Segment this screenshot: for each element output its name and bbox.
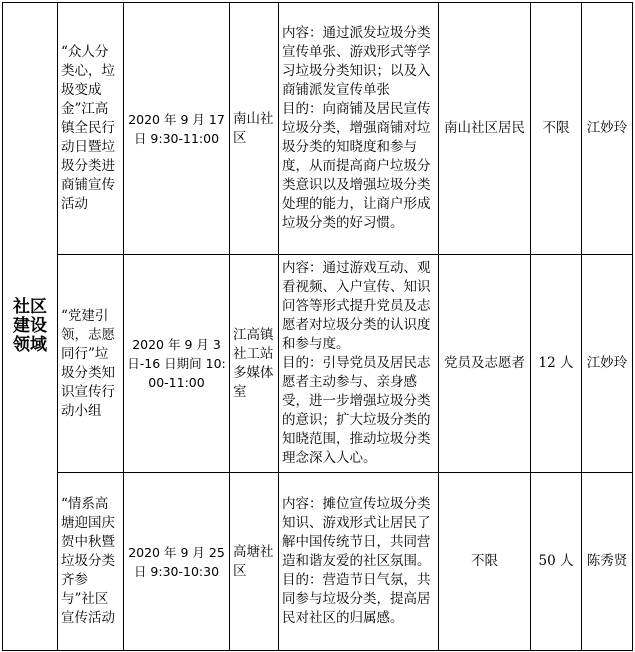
activity-time-cell [124,473,230,651]
activity-owner: 江妙玲 [586,120,628,136]
domain-label: 社区建设领域 [13,297,47,355]
activity-purpose-text: 目的：向商铺及居民宣传垃圾分类，增强商铺对垃圾分类的知晓度和参与度，从而提高商户垃圾分类意识以及增强垃圾分类处理的能力，让商户形成垃圾分类的好习惯。 [282,101,431,231]
table-row [3,3,633,255]
table-row [3,255,633,473]
activity-name: “情系高塘迎国庆贺中秋暨垃圾分类齐参与”社区宣传活动 [61,496,115,626]
activity-time-cell [124,255,230,473]
activity-content-text: 内容：通过游戏互动、观看视频、入户宣传、知识问答等形式提升党员及志愿者对垃圾分类的认识度和参与度。 [282,260,431,352]
activity-place: 高塘社区 [233,543,274,579]
activity-name-cell [58,3,124,255]
activity-target-cell [439,255,531,473]
activity-place-cell [230,473,279,651]
activity-time: 2020 年 9 月 3 日-16 日期间 10:00-11:00 [127,337,226,390]
activity-count-cell [531,255,582,473]
activity-purpose-text: 目的：营造节日气氛，共同参与垃圾分类，提高居民对社区的归属感。 [282,572,431,626]
activity-count: 50 人 [538,553,574,569]
activity-purpose-text: 目的：引导党员及居民志愿者主动参与、亲身感受，进一步增强垃圾分类的意识；扩大垃圾分类的知晓范围，推动垃圾分类理念深入人心。 [282,355,431,466]
activity-name: “党建引领，志愿同行”垃圾分类知识宣传行动小组 [61,307,115,419]
activity-owner: 江妙玲 [586,355,628,371]
activity-content-cell [279,473,439,651]
activity-name-cell [58,473,124,651]
activity-count: 不限 [542,120,570,136]
activity-owner: 陈秀贤 [586,553,628,569]
activity-time: 2020 年 9 月 17 日 9:30-11:00 [128,111,225,146]
activity-count-cell [531,3,582,255]
activity-content-cell [279,3,439,255]
activity-name-cell [58,255,124,473]
activity-target: 不限 [471,553,498,569]
table-row [3,473,633,651]
activity-content-text: 内容：摊位宣传垃圾分类知识、游戏形式让居民了解中国传统节日，共同营造和谐友爱的社区氛围。 [282,496,431,569]
activity-owner-cell [582,255,633,473]
activity-name: “众人分类心，垃圾变成金”江高镇全民行动日暨垃圾分类进商铺宣传活动 [61,44,115,212]
activity-target-cell [439,473,531,651]
activity-place: 江高镇社工站多媒体室 [233,326,274,400]
activity-place: 南山社区 [233,110,274,146]
activity-schedule-table [2,2,633,651]
activity-owner-cell [582,3,633,255]
activity-count: 12 人 [538,355,574,371]
activity-target: 党员及志愿者 [444,355,525,371]
activity-place-cell [230,3,279,255]
activity-target-cell [439,3,531,255]
activity-time: 2020 年 9 月 25 日 9:30-10:30 [128,544,225,579]
activity-content-text: 内容：通过派发垃圾分类宣传单张、游戏形式等学习垃圾分类知识；以及入商铺派发宣传单张 [282,25,431,98]
activity-place-cell [230,255,279,473]
domain-label-cell [3,3,58,651]
activity-target: 南山社区居民 [444,120,525,136]
activity-content-cell [279,255,439,473]
activity-time-cell [124,3,230,255]
activity-count-cell [531,473,582,651]
activity-owner-cell [582,473,633,651]
